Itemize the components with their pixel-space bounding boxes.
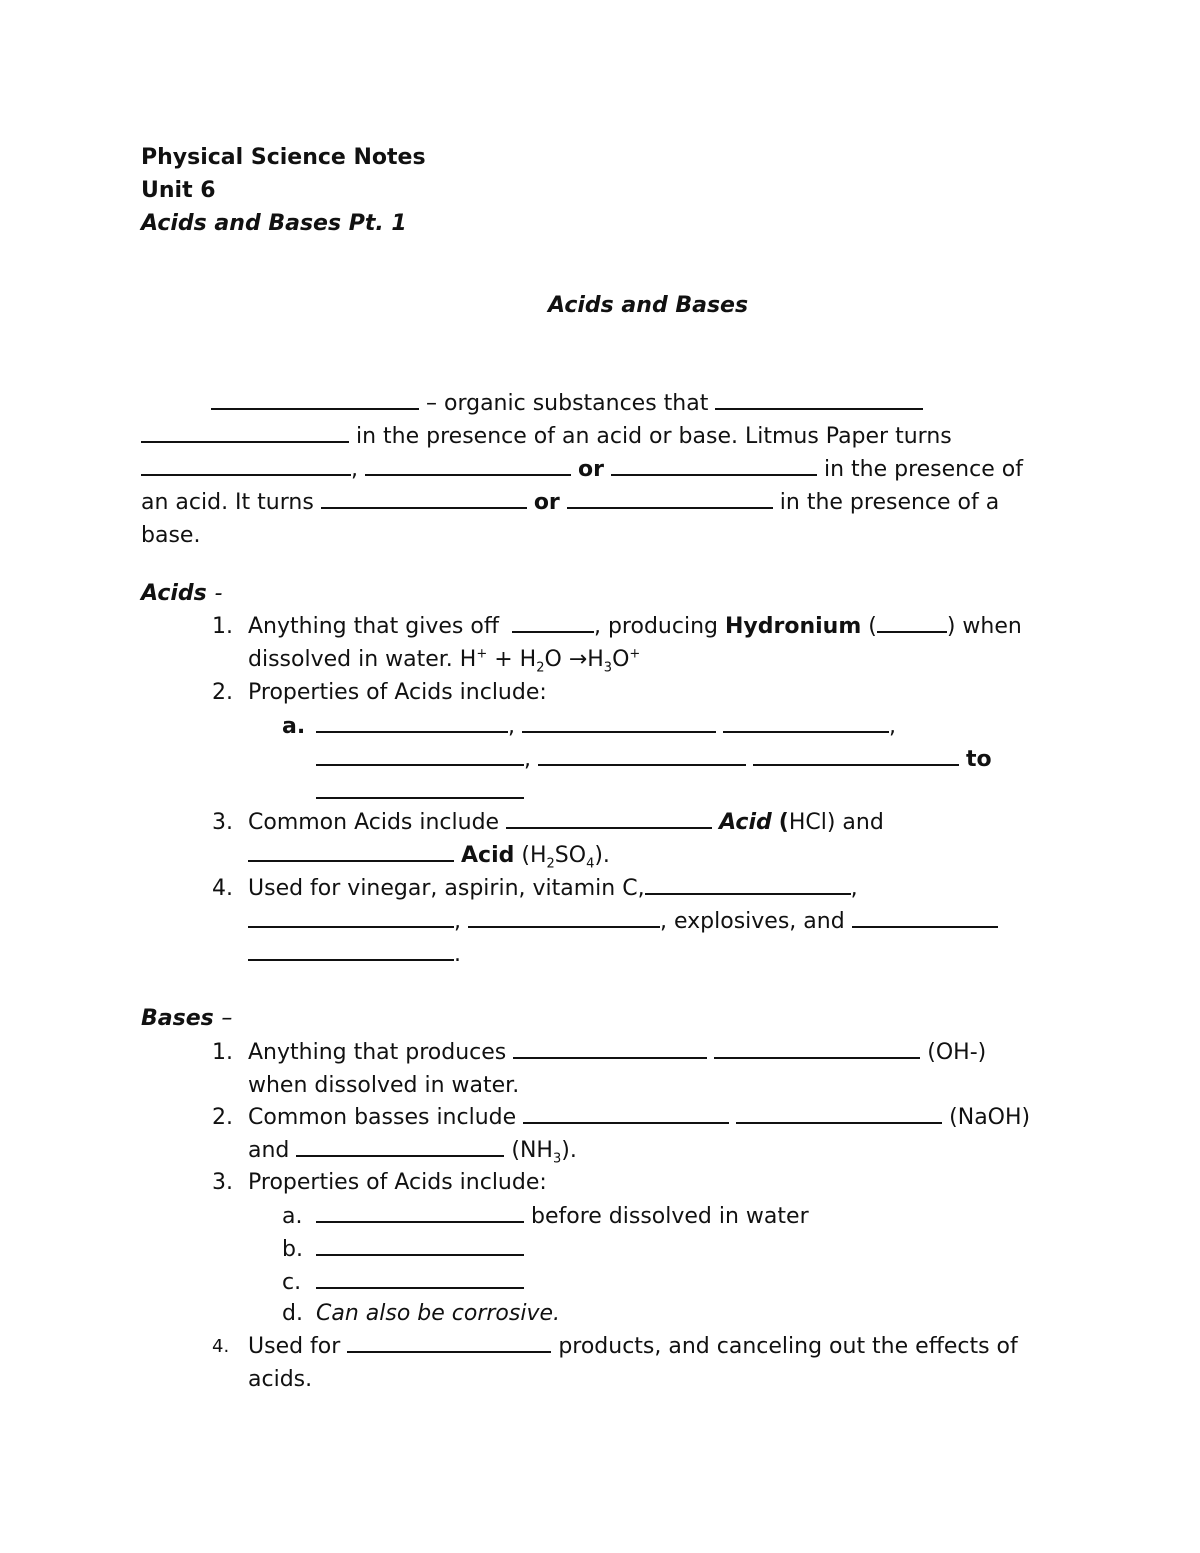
acids-item-4 [248, 875, 858, 903]
bases-sub-a [316, 1203, 809, 1231]
acids-sub-a-line-1 [316, 713, 896, 741]
acids-sub-a-line-3 [316, 779, 524, 807]
to-label: to [966, 747, 992, 772]
bases-sub-d-label: d. [282, 1301, 303, 1326]
intro-line-1 [141, 390, 1041, 418]
bases-sub-a-label: a. [282, 1204, 303, 1229]
intro-text: – organic substances that [426, 391, 709, 416]
bases-item-2 [248, 1104, 1030, 1132]
item-text: products, and canceling out the effects of [558, 1334, 1018, 1359]
acids-item-2: Properties of Acids include: [248, 680, 547, 705]
blank[interactable] [611, 456, 817, 476]
item-text: Used for [248, 1334, 341, 1359]
acids-item-1-num: 1. [212, 614, 233, 639]
bases-sub-c-label: c. [282, 1270, 302, 1295]
intro-line-3 [141, 456, 1023, 484]
or-label: or [533, 490, 560, 515]
bases-heading-text: Bases [141, 1006, 214, 1031]
superscript: + [629, 646, 641, 662]
blank[interactable] [506, 809, 712, 829]
blank[interactable] [852, 908, 998, 928]
formula: ). [561, 1138, 577, 1163]
subscript: 4 [586, 856, 595, 872]
bases-sub-c [316, 1269, 524, 1297]
paren: ( [868, 614, 877, 639]
blank[interactable] [248, 908, 454, 928]
acids-sub-a-label: a. [282, 714, 306, 739]
dash: - [214, 581, 223, 606]
acids-item-4-cont-2 [248, 941, 461, 969]
intro-line-5: base. [141, 523, 201, 548]
bases-item-2-cont [248, 1137, 577, 1165]
blank[interactable] [645, 875, 851, 895]
item-text: O →H [544, 647, 604, 672]
bases-item-2-num: 2. [212, 1105, 233, 1130]
blank[interactable] [248, 842, 454, 862]
acids-item-4-cont [248, 908, 998, 936]
blank[interactable] [316, 1236, 524, 1256]
blank[interactable] [513, 1039, 707, 1059]
acids-item-3-cont [248, 842, 610, 870]
intro-line-4 [141, 489, 999, 517]
acids-item-1 [248, 613, 1022, 641]
blank[interactable] [248, 941, 454, 961]
blank[interactable] [538, 746, 746, 766]
intro-text: in the presence of [823, 457, 1023, 482]
subscript: 2 [546, 856, 555, 872]
lesson-label: Acids and Bases Pt. 1 [141, 211, 407, 236]
blank[interactable] [321, 489, 527, 509]
comma: , [850, 876, 858, 901]
acids-heading-text: Acids [141, 581, 207, 606]
unit-label: Unit 6 [141, 178, 216, 203]
bases-item-1-cont: when dissolved in water. [248, 1073, 520, 1098]
blank[interactable] [715, 390, 923, 410]
blank[interactable] [523, 1104, 729, 1124]
item-text: Common Acids include [248, 810, 500, 835]
comma: , [889, 714, 896, 739]
bases-item-3: Properties of Acids include: [248, 1170, 547, 1195]
blank[interactable] [316, 1203, 524, 1223]
acids-item-1-cont [248, 646, 640, 674]
acid-label: Acid [461, 843, 515, 868]
period: . [454, 942, 461, 967]
acid-label: Acid [719, 810, 772, 835]
bases-item-1 [248, 1039, 986, 1067]
blank[interactable] [211, 390, 419, 410]
blank[interactable] [141, 423, 349, 443]
item-text: Common basses include [248, 1105, 517, 1130]
bases-item-4-num: 4. [212, 1336, 230, 1357]
item-text: + H [487, 647, 537, 672]
subscript: 3 [603, 660, 613, 676]
superscript: + [476, 646, 488, 662]
bases-item-4 [248, 1333, 1018, 1361]
blank[interactable] [316, 746, 524, 766]
item-text: Used for vinegar, aspirin, vitamin C, [248, 876, 645, 901]
bases-sub-b-label: b. [282, 1237, 303, 1262]
blank[interactable] [567, 489, 773, 509]
acids-heading [141, 580, 222, 608]
blank[interactable] [736, 1104, 942, 1124]
bases-sub-b [316, 1236, 524, 1264]
item-text: , explosives, and [660, 909, 845, 934]
comma: , [454, 909, 461, 934]
item-text: ) when [946, 614, 1022, 639]
blank[interactable] [347, 1333, 551, 1353]
item-text: before dissolved in water [531, 1204, 809, 1229]
bases-heading [141, 1005, 232, 1033]
paren: ( [778, 810, 789, 835]
intro-text: in the presence of an acid or base. Litmus Paper turns [356, 424, 952, 449]
formula: (NH [511, 1138, 553, 1163]
acids-item-3 [248, 809, 884, 837]
blank[interactable] [468, 908, 660, 928]
or-label: or [578, 457, 604, 482]
formula: ). [594, 843, 610, 868]
subscript: 2 [536, 660, 545, 676]
comma: , [508, 714, 515, 739]
item-text: O [612, 647, 630, 672]
subscript: 3 [552, 1151, 562, 1167]
item-text: and [248, 1138, 290, 1163]
bases-item-1-num: 1. [212, 1040, 233, 1065]
blank[interactable] [316, 713, 508, 733]
blank[interactable] [753, 746, 959, 766]
notes-title: Physical Science Notes [141, 145, 426, 170]
comma: , [524, 747, 531, 772]
acids-item-2-num: 2. [212, 680, 233, 705]
formula: (H [521, 843, 547, 868]
blank[interactable] [877, 613, 947, 633]
item-text: Anything that gives off [248, 614, 499, 639]
blank[interactable] [141, 456, 351, 476]
blank[interactable] [522, 713, 716, 733]
formula: HCl) and [788, 810, 884, 835]
bases-item-3-num: 3. [212, 1170, 233, 1195]
bases-item-4-cont: acids. [248, 1367, 313, 1392]
formula: (OH-) [927, 1040, 987, 1065]
hydronium-label: Hydronium [724, 614, 862, 639]
blank[interactable] [365, 456, 571, 476]
item-text: , producing [593, 614, 718, 639]
comma: , [351, 457, 358, 482]
acids-sub-a-line-2 [316, 746, 992, 774]
dash: – [221, 1006, 233, 1031]
blank[interactable] [316, 1269, 524, 1289]
acids-item-4-num: 4. [212, 876, 233, 901]
blank[interactable] [296, 1137, 504, 1157]
blank[interactable] [316, 779, 524, 799]
formula: SO [554, 843, 587, 868]
acids-item-3-num: 3. [212, 810, 233, 835]
item-text: Anything that produces [248, 1040, 507, 1065]
intro-line-2 [141, 423, 952, 451]
item-text: dissolved in water. H [248, 647, 477, 672]
intro-text: an acid. It turns [141, 490, 314, 515]
page-title: Acids and Bases [548, 293, 749, 318]
blank[interactable] [723, 713, 889, 733]
bases-sub-d: Can also be corrosive. [316, 1301, 561, 1326]
blank[interactable] [714, 1039, 920, 1059]
formula: (NaOH) [949, 1105, 1031, 1130]
intro-text: in the presence of a [779, 490, 1000, 515]
blank[interactable] [512, 613, 594, 633]
